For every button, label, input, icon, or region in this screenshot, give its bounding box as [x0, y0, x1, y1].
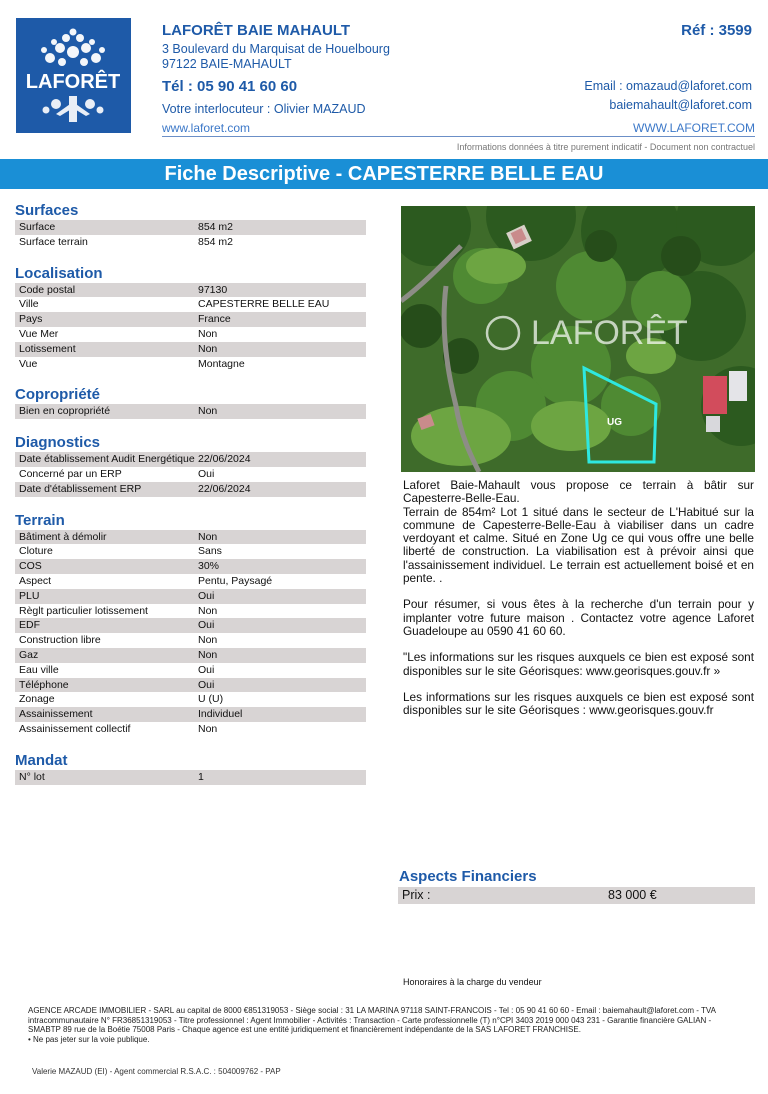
- table-row: [15, 544, 366, 559]
- section-title-mandat: Mandat: [15, 751, 68, 769]
- description-risks-2: Les informations sur les risques auxquels ce bien est exposé sont disponibles sur le site Géorisques : www.georisques.gouv.fr: [403, 689, 754, 718]
- description-intro: Laforet Baie-Mahault vous propose ce terrain à bâtir sur Capesterre-Belle-Eau.: [403, 478, 754, 506]
- row-value: 22/06/2024: [198, 453, 251, 466]
- agency-email-2[interactable]: baiemahault@laforet.com: [609, 98, 752, 112]
- row-label: Surface terrain: [19, 235, 88, 248]
- legal-notice: • Ne pas jeter sur la voie publique.: [28, 1034, 150, 1044]
- agency-header: [162, 22, 752, 116]
- agency-phone: Tél : 05 90 41 60 60: [162, 78, 298, 95]
- table-row: [15, 770, 366, 785]
- table-row: [15, 574, 366, 589]
- table-row: [15, 633, 366, 648]
- table-row: [15, 297, 366, 312]
- row-label: Lotissement: [19, 342, 76, 355]
- table-row: [15, 220, 366, 235]
- row-value: 1: [198, 770, 204, 783]
- logo-text: LAFORÊT: [25, 71, 121, 93]
- row-label: Cloture: [19, 545, 53, 558]
- row-label: N° lot: [19, 770, 45, 783]
- table-row: [15, 678, 366, 693]
- row-label: Gaz: [19, 648, 39, 661]
- row-label: Assainissement collectif: [19, 722, 131, 735]
- row-value: 97130: [198, 283, 228, 296]
- section-surfaces: [15, 202, 366, 265]
- row-label: Code postal: [19, 283, 76, 296]
- table-row: [15, 404, 366, 419]
- agency-contact: Votre interlocuteur : Olivier MAZAUD: [162, 102, 366, 116]
- section-title-terrain: Terrain: [15, 511, 65, 529]
- agency-name: LAFORÊT BAIE MAHAULT: [162, 22, 351, 39]
- website-link-right[interactable]: WWW.LAFORET.COM: [633, 121, 755, 135]
- table-row: [15, 618, 366, 633]
- row-value: Oui: [198, 589, 215, 602]
- zone-label: UG: [607, 417, 622, 428]
- section-mandat: [15, 752, 366, 785]
- description-summary: Pour résumer, si vous êtes à la recherche d'un terrain pour y implanter votre future maison . Contactez votre agence Laforet Guadeloupe au 0590 41 60 60.: [403, 597, 754, 638]
- row-value: Oui: [198, 678, 215, 691]
- fees-note: Honoraires à la charge du vendeur: [403, 977, 542, 987]
- row-label: Surface: [19, 221, 56, 233]
- table-row: [15, 707, 366, 722]
- agency-email-1[interactable]: Email : omazaud@laforet.com: [584, 79, 752, 93]
- page-title-banner: Fiche Descriptive - CAPESTERRE BELLE EAU: [0, 159, 768, 189]
- row-value: Non: [198, 634, 218, 647]
- agency-address-line2: 97122 BAIE-MAHAULT: [162, 57, 292, 71]
- table-row: [15, 692, 366, 707]
- table-row: [15, 312, 366, 327]
- row-value: Oui: [198, 663, 215, 676]
- table-row: [15, 663, 366, 678]
- row-value: Non: [198, 530, 218, 543]
- row-label: Téléphone: [19, 678, 69, 691]
- section-title-surfaces: Surfaces: [15, 202, 79, 219]
- row-label: Bâtiment à démolir: [19, 530, 107, 543]
- row-value: Non: [198, 604, 218, 617]
- section-diagnostics: [15, 434, 366, 511]
- laforet-logo: [16, 18, 131, 133]
- row-value: France: [198, 313, 231, 326]
- table-row: [15, 589, 366, 604]
- row-label: Vue: [19, 357, 38, 370]
- row-label: Ville: [19, 298, 39, 311]
- table-row: [15, 648, 366, 663]
- table-row: [15, 482, 366, 497]
- table-row: [15, 357, 366, 372]
- table-row: [15, 235, 366, 250]
- row-value: 22/06/2024: [198, 482, 251, 495]
- row-value: Non: [198, 405, 218, 418]
- row-label: Eau ville: [19, 663, 59, 676]
- agency-address-line1: 3 Boulevard du Marquisat de Houelbourg: [162, 42, 390, 56]
- website-link-left[interactable]: www.laforet.com: [162, 121, 251, 135]
- table-row: [15, 327, 366, 342]
- table-row: [15, 604, 366, 619]
- row-value: Non: [198, 648, 218, 661]
- table-row: [15, 530, 366, 545]
- row-label: Bien en copropriété: [19, 405, 111, 418]
- section-title-diagnostics: Diagnostics: [15, 434, 101, 452]
- section-copropriete: [15, 386, 366, 434]
- table-row: [15, 559, 366, 574]
- table-row: [15, 722, 366, 737]
- row-value: Pentu, Paysagé: [198, 574, 273, 587]
- agent-info: Valerie MAZAUD (EI) - Agent commercial R.S.A.C. : 504009762 - PAP: [32, 1067, 281, 1076]
- table-row: [15, 342, 366, 357]
- table-row: [15, 283, 366, 298]
- row-value: Montagne: [198, 357, 245, 370]
- row-value: 30%: [198, 560, 220, 573]
- price-label: Prix :: [402, 888, 431, 902]
- row-label: Concerné par un ERP: [19, 467, 122, 480]
- row-label: Date d'établissement ERP: [19, 482, 142, 495]
- row-label: Aspect: [19, 574, 52, 587]
- price-value: 83 000 €: [608, 888, 657, 902]
- row-value: Oui: [198, 619, 215, 632]
- section-localisation: [15, 265, 366, 387]
- row-value: 854 m2: [198, 221, 234, 233]
- property-description: [403, 479, 754, 717]
- property-photo: [401, 206, 755, 472]
- website-line: [162, 121, 755, 137]
- row-label: COS: [19, 560, 42, 573]
- row-value: Non: [198, 342, 218, 355]
- row-label: Assainissement: [19, 708, 93, 721]
- photo-watermark: LAFORÊT: [531, 314, 688, 352]
- price-row: [398, 887, 755, 904]
- row-label: Construction libre: [19, 634, 101, 647]
- characteristics-column: [15, 202, 366, 785]
- row-label: PLU: [19, 589, 40, 602]
- legal-footer: [28, 1006, 740, 1044]
- section-title-copropriete: Copropriété: [15, 386, 101, 404]
- row-value: 854 m2: [198, 235, 234, 248]
- finance-section-title: Aspects Financiers: [399, 868, 537, 885]
- section-title-localisation: Localisation: [15, 264, 103, 282]
- row-value: Sans: [198, 545, 222, 558]
- reference-number: Réf : 3599: [681, 22, 752, 39]
- section-terrain: [15, 512, 366, 752]
- legal-text: AGENCE ARCADE IMMOBILIER - SARL au capital de 8000 €851319053 - Siège social : 31 LA MARINA 97118 SAINT-FRANCOIS - Tel : 05 90 41 60 60 - Email : baiemahault@laforet.com - TVA intracommunautaire N° FR36851319053 - Titre professionnel : Agent Immobilier - Activités : Transaction - Carte professionnelle (T) n°CPI 3403 2019 000 043 231 - Garantie financière GALIAN - SMABTP 89 rue de la Boétie 75008 Paris - Chaque agence est une entité juridiquement et financièrement indépendante de la SAS LAFORET FRANCHISE.: [28, 1006, 716, 1035]
- row-value: CAPESTERRE BELLE EAU: [198, 298, 330, 311]
- disclaimer: Informations données à titre purement indicatif - Document non contractuel: [456, 142, 755, 152]
- row-label: Vue Mer: [19, 327, 59, 340]
- description-details: Terrain de 854m² Lot 1 situé dans le secteur de L'Habitué sur la commune de Capesterre-Belle-Eau à viabiliser dans un cadre verdoyant et calme. Situé en Zone Ug ce qui vous offre une belle liberté de construction. La viabilisation est à prévoir ainsi que l'assainissement individuel. Le terrain est actuellement boisé et en pente. .: [403, 504, 754, 586]
- table-row: [15, 452, 366, 467]
- table-row: [15, 467, 366, 482]
- row-label: EDF: [19, 619, 40, 632]
- row-value: Non: [198, 722, 218, 735]
- description-risks-1: "Les informations sur les risques auxquels ce bien est exposé sont disponibles sur le site Géorisques: www.georisques.gouv.fr »: [403, 650, 754, 678]
- row-label: Règlt particulier lotissement: [19, 604, 148, 617]
- row-value: Non: [198, 327, 218, 340]
- row-value: U (U): [198, 693, 224, 706]
- row-value: Individuel: [198, 708, 243, 721]
- row-label: Date établissement Audit Energétique: [19, 453, 195, 466]
- row-label: Pays: [19, 313, 43, 326]
- row-value: Oui: [198, 467, 215, 480]
- row-label: Zonage: [19, 693, 55, 706]
